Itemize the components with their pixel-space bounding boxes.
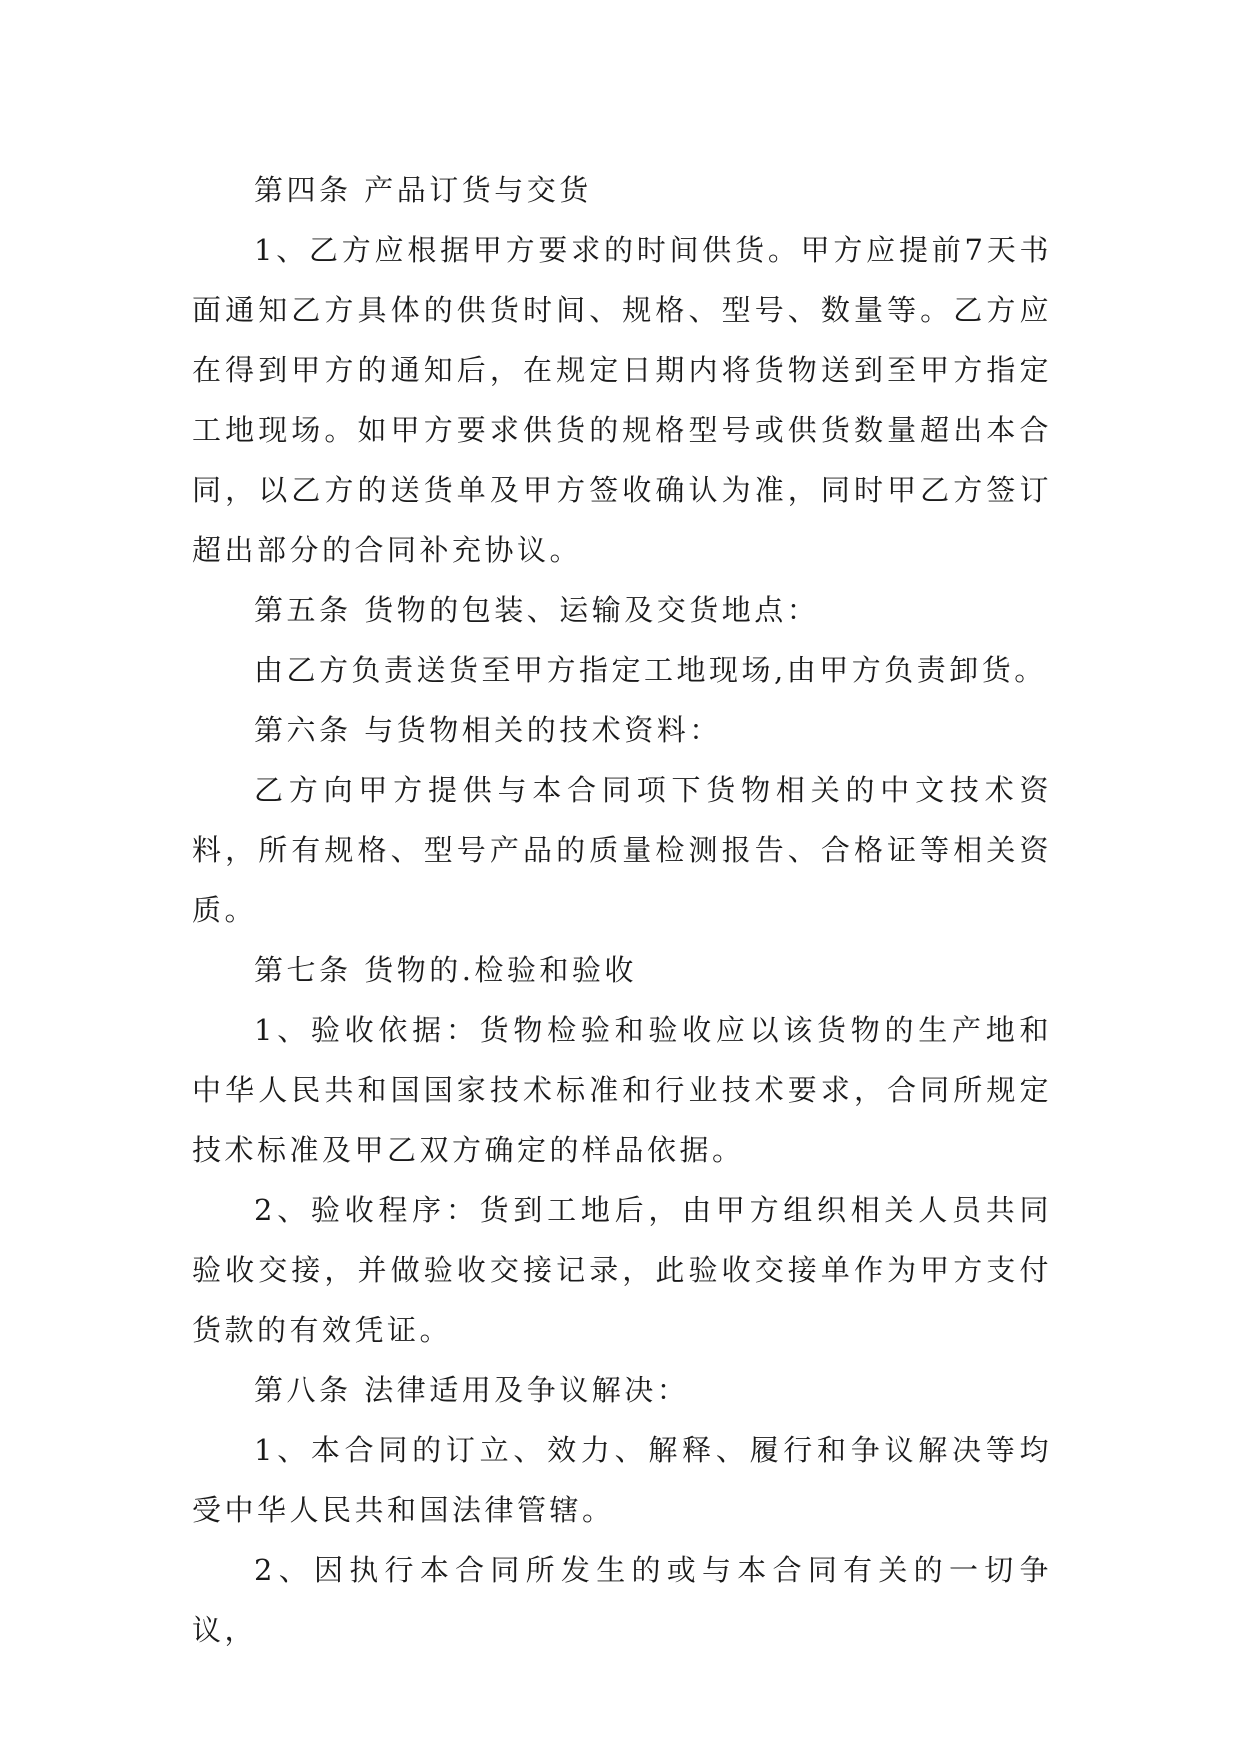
article-6-heading: 第六条 与货物相关的技术资料：: [254, 713, 722, 747]
article-7-clause-2: 2、验收程序：货到工地后，由甲方组织相关人员共同验收交接，并做验收交接记录，此验收交接单作为甲方支付货款的有效凭证。: [192, 1193, 1052, 1347]
article-8-clause-2: 2、因执行本合同所发生的或与本合同有关的一切争议，: [192, 1553, 1052, 1647]
article-7-clause-1: 1、验收依据：货物检验和验收应以该货物的生产地和中华人民共和国国家技术标准和行业技术要求，合同所规定技术标准及甲乙双方确定的样品依据。: [192, 1013, 1052, 1167]
article-4-heading: 第四条 产品订货与交货: [254, 173, 592, 207]
article-6-text: 乙方向甲方提供与本合同项下货物相关的中文技术资料，所有规格、型号产品的质量检测报告、合格证等相关资质。: [192, 773, 1052, 927]
article-5-text: 由乙方负责送货至甲方指定工地现场,由甲方负责卸货。: [254, 653, 1047, 687]
article-8-clause-1: 1、本合同的订立、效力、解释、履行和争议解决等均受中华人民共和国法律管辖。: [192, 1433, 1052, 1527]
article-8-heading: 第八条 法律适用及争议解决：: [254, 1373, 690, 1407]
article-4-clause-1: 1、乙方应根据甲方要求的时间供货。甲方应提前7天书面通知乙方具体的供货时间、规格、型号、数量等。乙方应在得到甲方的通知后，在规定日期内将货物送到至甲方指定工地现场。如甲方要求供货的规格型号或供货数量超出本合同，以乙方的送货单及甲方签收确认为准，同时甲乙方签订超出部分的合同补充协议。: [192, 233, 1052, 567]
contract-body: [192, 160, 1052, 1660]
article-5-heading: 第五条 货物的包装、运输及交货地点：: [254, 593, 820, 627]
article-7-heading: 第七条 货物的.检验和验收: [254, 953, 637, 987]
